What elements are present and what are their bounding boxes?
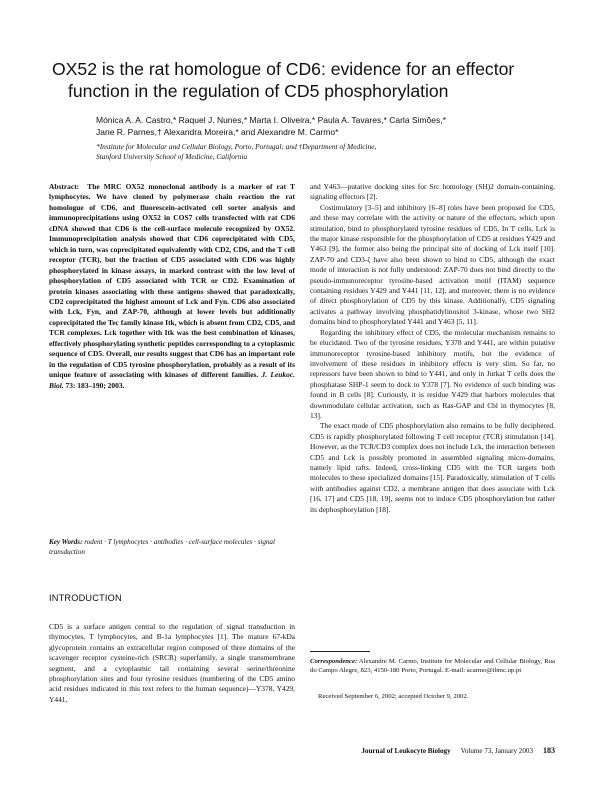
body-paragraph-4: The exact mode of CD5 phosphorylation also remains to be fully deciphered. CD5 is rapidly phosphorylated following T cell receptor (TCR) stimulation [14]. However, as the TCR/CD3 complex does not include Lck, the interaction between CD5 and Lck is possibly promoted in assembled signaling micro-domains, namely lipid rafts. Indeed, cross-linking CD5 with the TCR targets both molecules to these specialized domains [15]. Paradoxically, stimulation of T cells with antibodies against CD2, a membrane antigen that does associate with Lck [16, 17] and CD5 [18, 19], seems not to induce CD5 phosphorylation but rather its dephosphorylation [18]. (310, 421, 555, 514)
title-line-1: OX52 is the rat homologue of CD6: evidence for an effector (52, 59, 515, 79)
correspondence-text: Alexandre M. Carmo, Institute for Molecular and Cellular Biology, Rua do Campo Alegre, 823, 4150-180 Porto, Portugal. E-mail: acarmo@ibmc.up.pt (310, 658, 555, 674)
footer-journal: Journal of Leukocyte Biology (361, 747, 451, 755)
abstract-label: Abstract: (49, 182, 80, 191)
page-footer (310, 746, 555, 755)
footnote-divider (310, 651, 370, 652)
keywords-label: Key Words: (49, 538, 83, 546)
affiliations (96, 142, 576, 162)
abstract (49, 182, 295, 391)
footer-issue: Volume 73, January 2003 (460, 747, 533, 755)
correspondence-note (310, 657, 555, 675)
correspondence-label: Correspondence: (310, 658, 358, 665)
body-paragraph-3: Regarding the inhibitory effect of CD5, the molecular mechanism remains to be elucidated. Two of the tyrosine residues, Y378 and Y441, are within putative immunoreceptor tyrosine-based inhibitory motifs, but the evidence of involvement of these residues in inhibitory effects is very slim. So far, no repressors have been shown to bind to Y441, and only in Jurkat T cells does the phosphatase SHP-1 seem to dock to Y378 [7]. No evidence of such binding was found in B cells [8]. Curiously, it is residue Y429 that harbors molecules that downmodulate cellular activation, such as Ras-GAP and Cbl in thymocytes [8, 13]. (310, 327, 555, 420)
page-number: 183 (543, 746, 555, 755)
introduction-text (49, 622, 295, 705)
keywords-text: rodent · T lymphocytes · antibodies · cell-surface molecules · signal transduction (49, 538, 275, 556)
abstract-body: The MRC OX52 monoclonal antibody is a marker of rat T lymphocytes. We have cloned by polymerase chain reaction the rat homologue of CD6, and fluorescein-activated cell sorter analysis and immunoprecipitations using OX52 in COS7 cells transfected with rat CD6 cDNA showed that CD6 is the cell-surface molecule recognized by OX52. Immunoprecipitation analysis showed that CD6 coprecipitated with CD5, which in turn, was coprecipitated equivalently with CD2, CD6, and the T cell receptor (TCR), but the fraction of CD5 associated with CD6 was highly phosphorylated in kinase assays, in marked contrast with the low level of phosphorylation of CD5 associated with TCR or CD2. Examination of protein kinases associating with these antigens showed that paradoxically, CD2 coprecipitated the highest amount of Lck and Fyn. CD6 also associated with Lck, Fyn, and ZAP-70, although at lower levels but additionally coprecipitated the Tec family kinase Itk, which is absent from CD2, CD5, and TCR complexes. Lck together with Itk was the best combination of kinases, effectively phosphorylating synthetic peptides corresponding to a cytoplasmic sequence of CD5. Overall, our results suggest that CD6 has an important role in the regulation of CD5 tyrosine phosphorylation, probably as a result of its unique feature of associating with kinases of different families. (49, 182, 295, 380)
keywords (49, 538, 295, 557)
affiliation-line-2: Stanford University School of Medicine, California (96, 152, 248, 161)
right-column-text (310, 182, 555, 515)
affiliation-line-1: *Institute for Molecular and Cellular Biology, Porto, Portugal; and †Department of Medicine, (96, 142, 377, 151)
intro-paragraph-1: CD5 is a surface antigen central to the regulation of signal transduction in thymocytes, T lymphocytes, and B-1a lymphocytes [1]. The mature 67-kDa glycoprotein contains an extracellular region composed of three domains of the scavenger receptor cysteine-rich (SRCR) superfamily, a single transmembrane segment, and a cytoplasmic tail containing several serine/threonine phosphorylation sites and four tyrosine residues (numbering of the CD5 amino acid residues indicated in this text refers to the human sequence)—Y378, Y429, Y441, (49, 622, 295, 704)
body-paragraph-1: and Y463—putative docking sites for Src homology (SH)2 domain-containing, signaling effectors [2]. (310, 182, 555, 202)
author-line-1: Mónica A. A. Castro,* Raquel J. Nunes,* Marta I. Oliveira,* Paula A. Tavares,* Carla Simões,* (96, 115, 446, 125)
author-list (96, 114, 576, 138)
abstract-citation-journal: J. Leukoc. Biol. (49, 370, 295, 390)
abstract-citation-details: 73: 183–190; 2003. (65, 380, 125, 390)
title-line-2: function in the regulation of CD5 phosphorylation (68, 81, 449, 101)
received-dates: Received September 6, 2002; accepted October 9, 2002. (318, 693, 469, 700)
body-paragraph-2: Costimulatory [3–5] and inhibitory [6–8] roles have been proposed for CD5, and these may correlate with the activity or nature of the effectors, which upon stimulation, bind to phosphorylated tyrosine residues of CD5. In T cells, Lck is the major kinase responsible for the phosphorylation of CD5 at residues Y429 and Y463 [9], the former also being the principal site of docking of Lck itself [10]. ZAP-70 and CD3-ζ have also been shown to bind to CD5, although the exact mode of interaction is not fully understood: ZAP-70 does not bind directly to the pseudo-immunoreceptor tyrosine-based activation motif (ITAM) sequence containing residues Y429 and Y441 [11, 12], and moreover, there is no evidence of direct phosphorylation of CD5 by this kinase. Additionally, CD5 signaling activates a pathway involving phosphatidylinositol 3-kinase, whose two SH2 domains bind to phosphorylated Y441 and Y463 [5, 11]. (310, 202, 555, 327)
introduction-heading: INTRODUCTION (49, 593, 122, 603)
author-line-2: Jane R. Parnes,† Alexandra Moreira,* and Alexandre M. Carmo* (96, 127, 339, 137)
article-title (52, 58, 572, 102)
